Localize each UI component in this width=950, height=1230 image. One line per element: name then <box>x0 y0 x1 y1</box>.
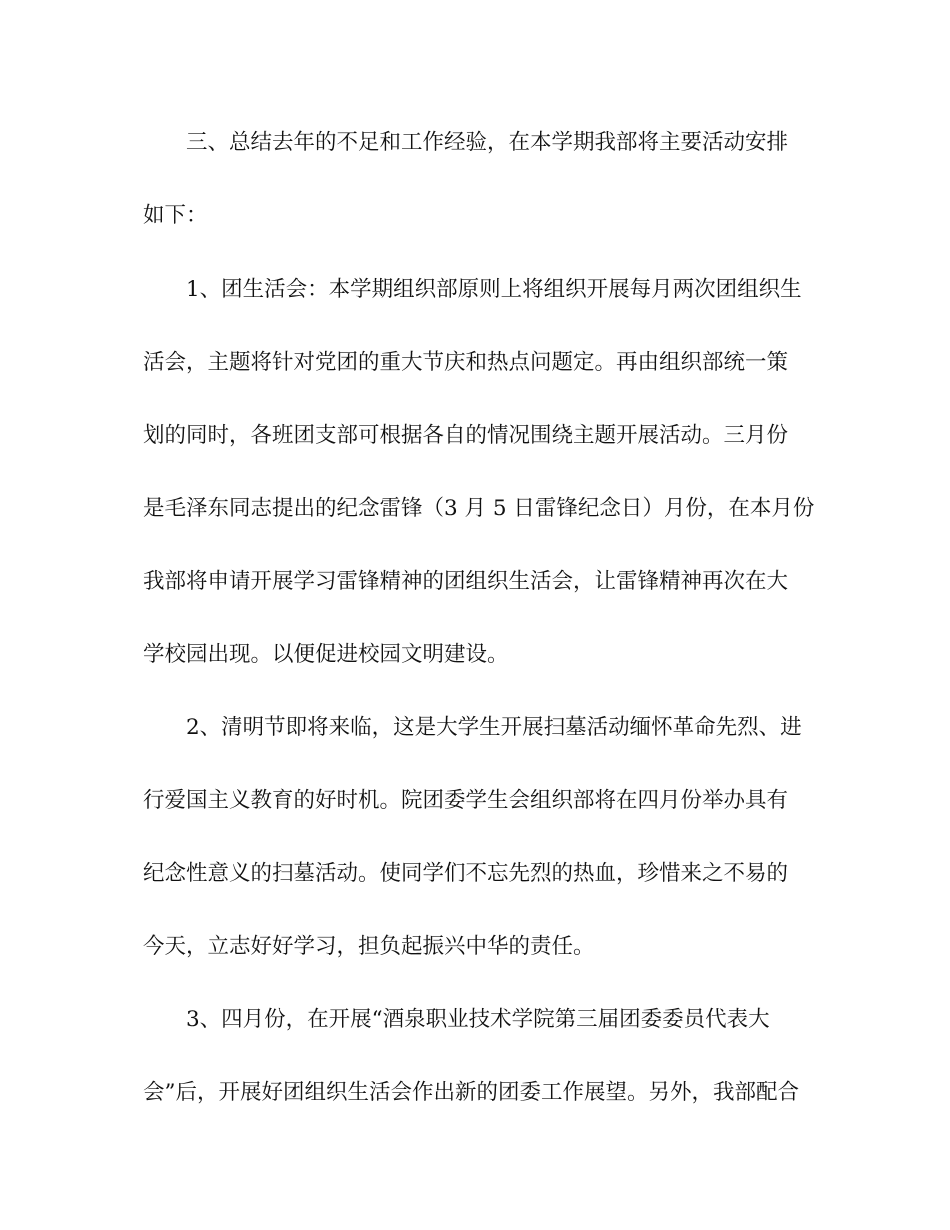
item-1-line-1: 1、团生活会：本学期组织部原则上将组织开展每月两次团组织生 <box>186 277 802 302</box>
item-2-line-1: 2、清明节即将来临，这是大学生开展扫墓活动缅怀革命先烈、进 <box>186 715 802 740</box>
item-2-line-4: 今天，立志好好学习，担负起振兴中华的责任。 <box>143 934 595 959</box>
item-2-line-2: 行爱国主义教育的好时机。院团委学生会组织部将在四月份举办具有 <box>143 788 789 813</box>
paragraph-3-line-2: 如下： <box>143 203 208 228</box>
item-2-line-3: 纪念性意义的扫墓活动。使同学们不忘先烈的热血，珍惜来之不易的 <box>143 861 789 886</box>
item-1-line-6: 学校园出现。以便促进校园文明建设。 <box>143 642 509 667</box>
item-1-line-3: 划的同时，各班团支部可根据各自的情况围绕主题开展活动。三月份 <box>143 423 789 448</box>
item-1-line-5: 我部将申请开展学习雷锋精神的团组织生活会，让雷锋精神再次在大 <box>143 569 789 594</box>
item-3-line-2: 会”后，开展好团组织生活会作出新的团委工作展望。另外，我部配合 <box>143 1080 799 1105</box>
item-1-line-4: 是毛泽东同志提出的纪念雷锋（3 月 5 日雷锋纪念日）月份，在本月份 <box>143 496 815 521</box>
paragraph-3-line-1: 三、总结去年的不足和工作经验，在本学期我部将主要活动安排 <box>186 130 789 155</box>
item-1-line-2: 活会，主题将针对党团的重大节庆和热点问题定。再由组织部统一策 <box>143 350 789 375</box>
item-3-line-1: 3、四月份，在开展“酒泉职业技术学院第三届团委委员代表大 <box>186 1007 770 1032</box>
